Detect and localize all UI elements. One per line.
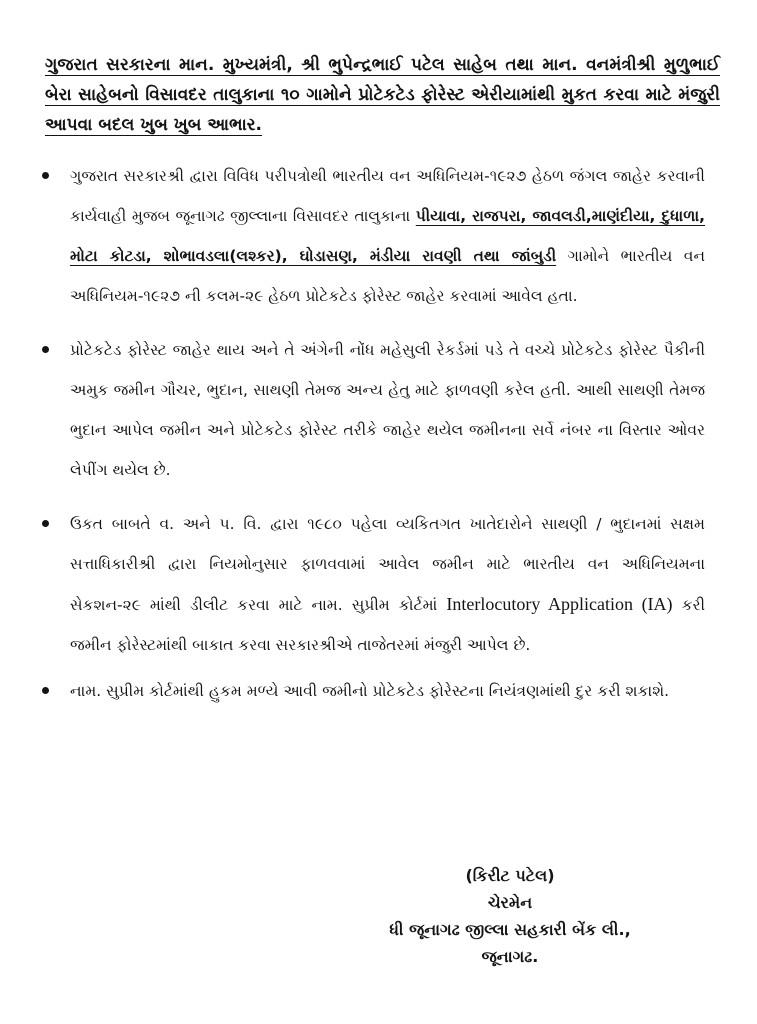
bullet-dot-icon — [42, 520, 49, 527]
bullet-tail-text: કરી જમીન ફોરેસ્ટમાંથી બાકાત કરવા સરકારશ્રીએ તાજેતરમાં મંજુરી આપેલ છે. — [70, 596, 705, 654]
village-list: પીયાવા, રાજપરા, જાવલડી,માણંદીયા, દુધાળા, મોટા કોટડા, શોભાવડલા(લશ્કર), ઘોડાસણ, મંડીયા રાવણી તથા જાંબુડી — [70, 207, 705, 265]
bullet-item-overlap — [0, 330, 705, 490]
bullet-tail-text: ગામોને ભારતીય વન અધિનિયમ-૧૯૨૭ ની કલમ-૨૯ હેઠળ પ્રોટેકટેડ ફોરેસ્ટ જાહેર કરવામાં આવેલ હતા. — [70, 247, 705, 305]
signatory-name: (કિરીટ પટેલ) — [465, 866, 555, 885]
bullet-dot-icon — [42, 687, 49, 694]
application-name: Interlocutory Application (IA) — [446, 594, 673, 614]
bullet-list — [0, 150, 757, 711]
signatory-city: જૂનાગઢ. — [481, 947, 539, 966]
bullet-item-declaration — [0, 156, 705, 316]
signatory-organization: ધી જૂનાગઢ જીલ્લા સહકારી બેંક લી., — [389, 920, 631, 939]
bullet-lead-text: ઉકત બાબતે વ. અને પ. વિ. દ્વારા ૧૯૮૦ પહેલા વ્યકિતગત ખાતેદારોને સાથણી / ભુદાનમાં સક્ષમ સત્તાધિકારીશ્રી દ્વારા નિયમોનુસાર ફાળવવામાં આવેલ જમીન માટે ભારતીય વન અધિનિયમના સેકશન-૨૯ માંથી ડીલીટ કરવા માટે નામ. સુપ્રીમ કોર્ટમાં — [70, 515, 705, 614]
bullet-text: પ્રોટેકટેડ ફોરેસ્ટ જાહેર થાય અને તે અંગેની નોંધ મહેસુલી રેકર્ડમાં પડે તે વચ્ચે પ્રોટેકટેડ ફોરેસ્ટ પૈકીની અમુક જમીન ગૌચર, ભુદાન, સાથણી તેમજ અન્ય હેતુ માટે ફાળવણી કરેલ હતી. આથી સાથણી તેમજ ભુદાન આપેલ જમીન અને પ્રોટેકટેડ ફોરેસ્ટ તરીકે જાહેર થયેલ જમીનના સર્વે નંબર ના વિસ્તાર ઓવર લેપીંગ થયેલ છે. — [70, 341, 705, 479]
bullet-lead-text: ગુજરાત સરકારશ્રી દ્વારા વિવિધ પરીપત્રોથી ભારતીય વન અધિનિયમ-૧૯૨૭ હેઠળ જંગલ જાહેર કરવાની કાર્યવાહી મુજબ જૂનાગઢ જીલ્લાના વિસાવદર તાલુકાના — [70, 167, 705, 225]
bullet-text: નામ. સુપ્રીમ કોર્ટમાંથી હુકમ મળ્યે આવી જમીનો પ્રોટેકટેડ ફોરેસ્ટના નિયંત્રણમાંથી દુર કરી શકાશે. — [70, 682, 670, 700]
signature-block — [330, 862, 690, 970]
header-thanks-paragraph: ગુજરાત સરકારના માન. મુખ્યમંત્રી, શ્રી ભુપેન્દ્રભાઈ પટેલ સાહેબ તથા માન. વનમંત્રીશ્રી મુળુભાઈ બેરા સાહેબનો વિસાવદર તાલુકાના ૧૦ ગામોને પ્રોટેકટેડ ફોરેસ્ટ એરીયામાંથી મુકત કરવા માટે મંજુરી આપવા બદલ ખુબ ખુબ આભાર. — [45, 55, 720, 135]
signatory-title: ચેરમેન — [487, 893, 533, 912]
bullet-item-order — [0, 671, 705, 711]
bullet-dot-icon — [42, 346, 49, 353]
bullet-item-application — [0, 504, 705, 665]
bullet-dot-icon — [42, 172, 49, 179]
